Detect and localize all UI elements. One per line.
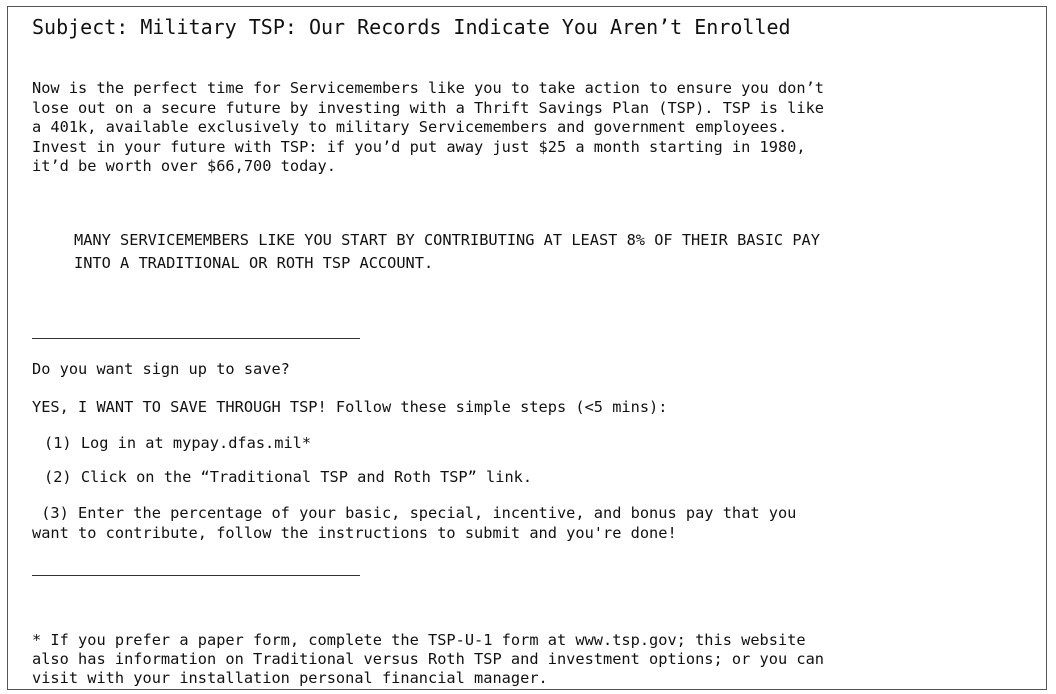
intro-line: a 401k, available exclusively to military Servicemembers and government employees. [32, 118, 788, 136]
footnote-line: * If you prefer a paper form, complete the TSP-U-1 form at www.tsp.gov; this website [32, 631, 806, 649]
callout-block [74, 229, 820, 275]
intro-line: it’d be worth over $66,700 today. [32, 157, 336, 175]
callout-line: INTO A TRADITIONAL OR ROTH TSP ACCOUNT. [74, 254, 434, 272]
footnote-line: visit with your installation personal financial manager. [32, 669, 548, 687]
step-3 [32, 503, 796, 543]
step-3-line: want to contribute, follow the instructions to submit and you're done! [32, 524, 677, 542]
step-2: (2) Click on the “Traditional TSP and Roth TSP” link. [44, 468, 533, 486]
intro-line: Invest in your future with TSP: if you’d put away just $25 a month starting in 1980, [32, 137, 806, 156]
divider-bottom [32, 575, 360, 576]
intro-line: Now is the perfect time for Servicemembers like you to take action to ensure you don’t [32, 79, 825, 97]
callout-line: MANY SERVICEMEMBERS LIKE YOU START BY CONTRIBUTING AT LEAST 8% OF THEIR BASIC PAY [74, 231, 820, 249]
step-3-line: (3) Enter the percentage of your basic, special, incentive, and bonus pay that you [32, 504, 797, 522]
email-frame [7, 6, 1047, 690]
footnote [32, 631, 824, 688]
intro-paragraph [32, 79, 824, 177]
footnote-line: also has information on Traditional versus Roth TSP and investment options; or you can [32, 650, 825, 668]
step-1: (1) Log in at mypay.dfas.mil* [44, 434, 312, 452]
question-text: Do you want sign up to save? [32, 360, 290, 378]
yes-line: YES, I WANT TO SAVE THROUGH TSP! Follow these simple steps (<5 mins): [32, 398, 668, 416]
divider-top [32, 338, 360, 339]
email-subject: Subject: Military TSP: Our Records Indicate You Aren’t Enrolled [32, 15, 791, 39]
intro-line: lose out on a secure future by investing with a Thrift Savings Plan (TSP). TSP is like [32, 98, 825, 117]
